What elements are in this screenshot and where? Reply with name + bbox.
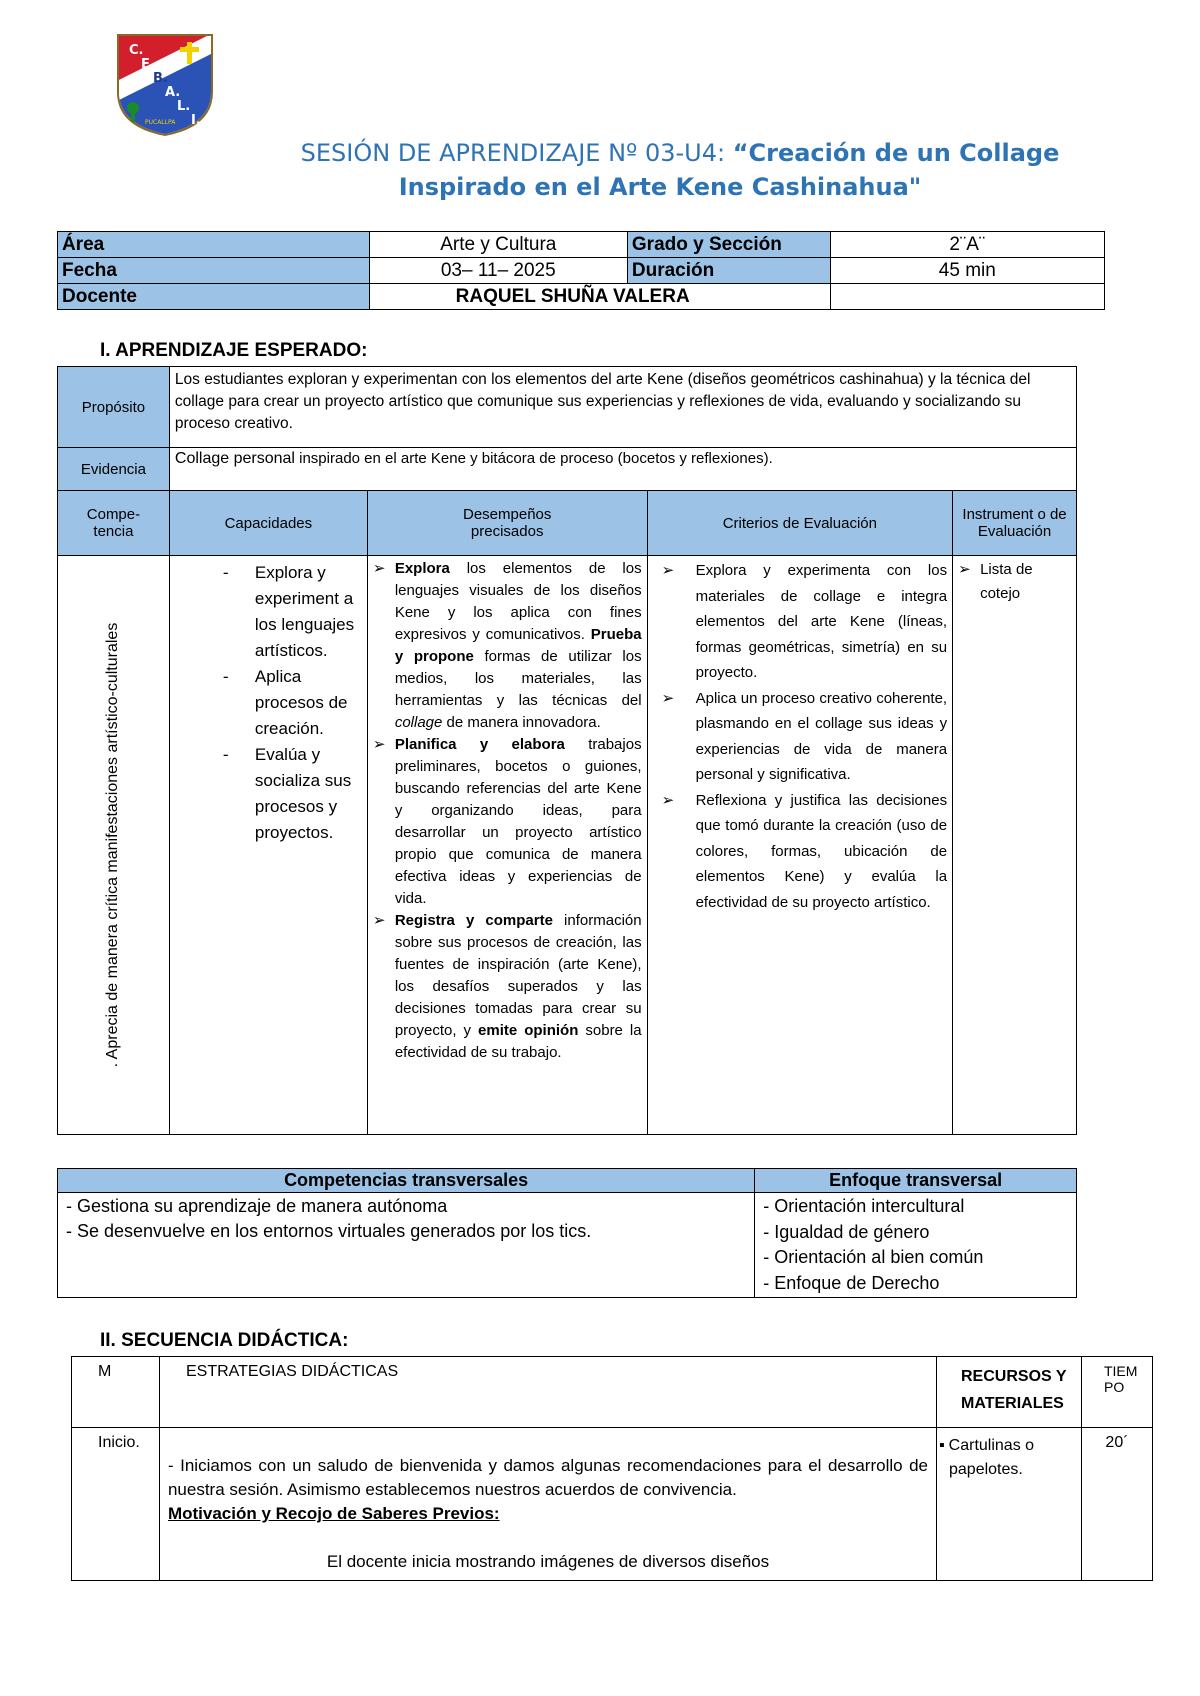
fecha-label: Fecha: [58, 258, 370, 284]
title-prefix: SESIÓN DE APRENDIZAJE Nº 03-U4:: [300, 139, 733, 167]
info-table: [57, 231, 1105, 310]
comp-transversal-cell: [58, 1193, 755, 1298]
area-label: Área: [58, 232, 370, 258]
svg-text:L.: L.: [177, 99, 191, 114]
instrumento-item: ➢ Lista de cotejo: [958, 558, 1071, 606]
desempenos-list: [373, 558, 642, 1064]
desempeno-text: trabajos preliminares, bocetos o guiones, buscando referencias del arte Kene y organizando ideas, para desarrollar un proyecto artístico propio que comunica de manera efectiva ideas y experiencias de vida.: [394, 736, 642, 907]
learning-table: [57, 366, 1077, 1135]
transversal-table: [57, 1168, 1077, 1298]
inicio-label: Inicio.: [72, 1428, 160, 1581]
svg-text:B.: B.: [153, 71, 168, 86]
enfoque-item: - Orientación al bien común: [763, 1247, 984, 1267]
header-competencia: Compe-tencia: [58, 491, 170, 556]
section-1-heading: I. APRENDIZAJE ESPERADO:: [100, 340, 368, 361]
desempeno-text-2: sobre la efectividad de su trabajo.: [394, 1022, 642, 1061]
capacidad-item: - Aplica procesos de creación.: [215, 664, 362, 742]
desempenos-cell: [367, 556, 647, 1135]
header-tiempo: TIEM PO: [1081, 1357, 1152, 1428]
desempeno-item: [373, 910, 642, 1064]
desempeno-verb: Planifica y elabora: [394, 736, 565, 753]
evidencia-bold: Collage personal: [174, 450, 295, 467]
capacidades-cell: [169, 556, 367, 1135]
criterio-item: ➢ Reflexiona y justifica las decisiones que tomó durante la creación (uso de colores, formas, ubicación de elementos Kene) y evalúa la efectividad de su proyecto artístico.: [662, 788, 948, 916]
recurso-item: [939, 1434, 1073, 1482]
desempeno-text-3: de manera innovadora.: [442, 714, 601, 731]
svg-text:I.: I.: [191, 113, 201, 128]
desempeno-text: información sobre sus procesos de creación, las fuentes de inspiración (arte Kene), los desafíos superados y las decisiones tomadas para crear su proyecto, y: [394, 912, 642, 1039]
proposito-text: Los estudiantes exploran y experimentan con los elementos del arte Kene (diseños geométricos cashinahua) y la técnica del collage para crear un proyecto artístico que comunique sus experiencias y reflexiones de vida, evaluando y socializando su proceso creativo.: [169, 367, 1076, 448]
desempeno-italic: collage: [394, 714, 443, 731]
criterio-item: ➢ Explora y experimenta con los materiales de collage e integra elementos del arte Kene (líneas, formas geométricas, simetría) en su proyecto.: [662, 558, 948, 686]
docente-value: RAQUEL SHUÑA VALERA: [369, 284, 830, 310]
enfoque-item: - Igualdad de género: [763, 1221, 930, 1242]
recurso-text: Cartulinas o papelotes.: [948, 1437, 1035, 1478]
grado-label: Grado y Sección: [627, 232, 830, 258]
header-desempenos: Desempeños precisados: [367, 491, 647, 556]
inicio-text: - Iniciamos con un saludo de bienvenida y damos algunas recomendaciones para el desarrollo de nuestra sesión. Asimismo establecemos nuestros acuerdos de convivencia.: [167, 1456, 928, 1499]
duracion-label: Duración: [627, 258, 830, 284]
capacidad-item: - Explora y experiment a los lenguajes artísticos.: [215, 560, 362, 664]
header-recursos: RECURSOS Y MATERIALES: [937, 1357, 1082, 1428]
criterios-list: [662, 558, 948, 915]
desempeno-text: los elementos de los lenguajes visuales de los diseños Kene y los aplica con fines expresivos y comunicativos.: [394, 560, 642, 643]
criterios-cell: [647, 556, 953, 1135]
header-m: M: [72, 1357, 160, 1428]
title-bold-1: “Creación de un Collage: [732, 139, 1060, 167]
grado-value: 2¨A¨: [830, 232, 1104, 258]
svg-text:A.: A.: [165, 85, 181, 100]
svg-text:PUCALLPA: PUCALLPA: [145, 119, 176, 126]
docente-label: Docente: [58, 284, 370, 310]
enfoque-item: - Enfoque de Derecho: [763, 1272, 940, 1293]
desempeno-verb-2: Prueba y propone: [394, 626, 642, 665]
recursos-cell: [937, 1428, 1082, 1581]
instrumento-list: [958, 558, 1071, 606]
desempeno-verb: Explora: [394, 560, 450, 577]
evidencia-rest: inspirado en el arte Kene y bitácora de proceso (bocetos y reflexiones).: [294, 450, 773, 467]
instrumento-cell: [953, 556, 1077, 1135]
proposito-label: Propósito: [58, 367, 170, 448]
evidencia-text: [169, 448, 1076, 491]
desempeno-item: [373, 558, 642, 734]
school-logo: [115, 32, 215, 138]
inicio-cell: [159, 1428, 936, 1581]
header-instrumento: Instrument o de Evaluación: [953, 491, 1077, 556]
desempeno-item: [373, 734, 642, 910]
capacidades-list: [175, 560, 362, 846]
area-value: Arte y Cultura: [369, 232, 627, 258]
enfoque-item: - Orientación intercultural: [763, 1196, 965, 1216]
duracion-value: 45 min: [830, 258, 1104, 284]
title-bold-2: Inspirado en el Arte Kene Cashinahua": [398, 173, 922, 201]
sequence-table: [71, 1356, 1153, 1581]
comp-transversal-item: - Se desenvuelve en los entornos virtuales generados por los tics.: [66, 1221, 592, 1241]
svg-text:C.: C.: [129, 43, 144, 58]
header-estrategias: ESTRATEGIAS DIDÁCTICAS: [159, 1357, 936, 1428]
desempeno-verb: Registra y comparte: [394, 912, 553, 929]
header-criterios: Criterios de Evaluación: [647, 491, 953, 556]
desempeno-verb-2: emite opinión: [478, 1022, 579, 1039]
competencia-text: . Aprecia de manera crítica manifestaciones artístico-culturales: [104, 622, 122, 1068]
bullet-icon: ▪: [939, 1437, 945, 1454]
fecha-value: 03– 11– 2025: [369, 258, 627, 284]
enfoque-transversal-cell: [755, 1193, 1077, 1298]
desempeno-text-2: formas de utilizar los medios, los materiales, las herramientas y las técnicas del: [394, 648, 642, 709]
enfoque-transversal-header: Enfoque transversal: [755, 1169, 1077, 1193]
comp-transversal-header: Competencias transversales: [58, 1169, 755, 1193]
tiempo-value: 20´: [1081, 1428, 1152, 1581]
capacidad-item: - Evalúa y socializa sus procesos y proyectos.: [215, 742, 362, 846]
page-title: [200, 136, 1160, 204]
criterio-item: ➢ Aplica un proceso creativo coherente, plasmando en el collage sus ideas y experiencias de vida de manera personal y significativa.: [662, 686, 948, 788]
comp-transversal-item: - Gestiona su aprendizaje de manera autónoma: [66, 1196, 448, 1216]
section-2-heading: II. SECUENCIA DIDÁCTICA:: [100, 1330, 349, 1351]
svg-text:E.: E.: [141, 57, 155, 72]
motivacion-heading: Motivación y Recojo de Saberes Previos:: [167, 1504, 500, 1523]
docente-text: El docente inicia mostrando imágenes de diversos diseños: [326, 1552, 770, 1571]
header-capacidades: Capacidades: [169, 491, 367, 556]
evidencia-label: Evidencia: [58, 448, 170, 491]
competencia-cell: [58, 556, 170, 1135]
